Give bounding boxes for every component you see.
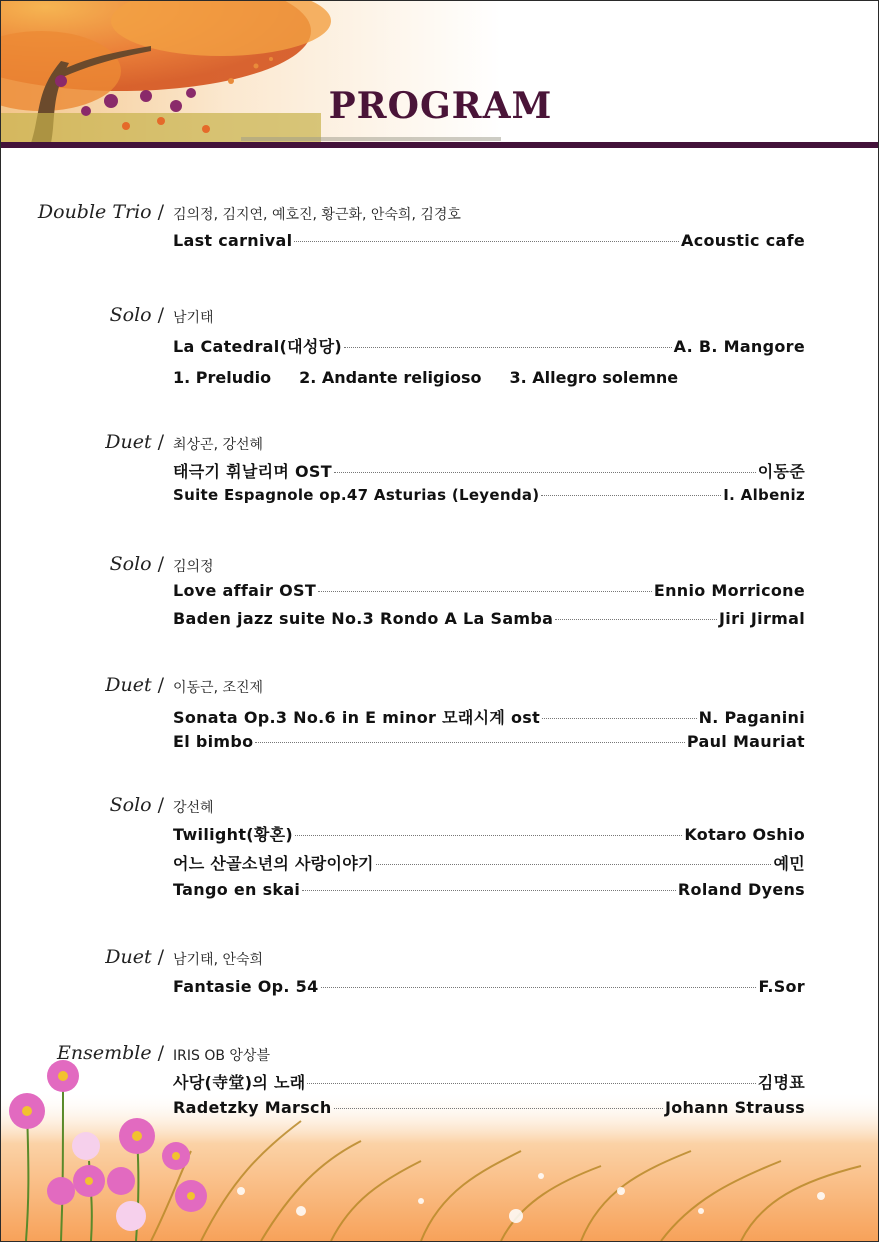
leader-dots <box>541 495 721 496</box>
piece-title: Tango en skai <box>173 880 301 899</box>
genre-label: Duet / <box>105 674 164 696</box>
leader-dots <box>542 718 697 719</box>
genre-label: Duet / <box>105 946 164 968</box>
leader-dots <box>334 1108 663 1109</box>
genre-label: Ensemble / <box>56 1042 164 1064</box>
leader-dots <box>318 591 652 592</box>
piece-title: Sonata Op.3 No.6 in E minor 모래시계 ost <box>173 708 541 727</box>
piece-title: El bimbo <box>173 732 254 751</box>
program-item <box>173 334 805 357</box>
performers: 최상곤, 강선혜 <box>173 437 264 453</box>
piece-title: 어느 산골소년의 사랑이야기 <box>173 854 374 873</box>
composer: A. B. Mangore <box>673 337 805 356</box>
composer: 이동준 <box>757 462 805 481</box>
piece-title: Last carnival <box>173 231 293 250</box>
genre-label: Duet / <box>105 431 164 453</box>
composer: N. Paganini <box>698 708 805 727</box>
composer: Paul Mauriat <box>686 732 805 751</box>
genre-label: Solo / <box>109 304 164 326</box>
movement-list <box>173 368 706 387</box>
program-item <box>173 459 805 482</box>
piece-title: 사당(寺堂)의 노래 <box>173 1073 306 1092</box>
program-item <box>173 880 805 899</box>
composer: 예민 <box>773 854 805 873</box>
piece-title: Fantasie Op. 54 <box>173 977 319 996</box>
program-item <box>173 581 805 600</box>
leader-dots <box>307 1083 755 1084</box>
composer: Johann Strauss <box>665 1098 805 1117</box>
movement: 1. Preludio <box>173 368 272 387</box>
genre-label: Solo / <box>109 553 164 575</box>
composer: Kotaro Oshio <box>684 825 805 844</box>
program-item <box>173 609 805 628</box>
piece-title: Love affair OST <box>173 581 317 600</box>
leader-dots <box>295 835 682 836</box>
program-item <box>173 822 805 845</box>
composer: Jiri Jirmal <box>719 609 805 628</box>
page-title: PROGRAM <box>328 85 553 127</box>
performers: IRIS OB 앙상블 <box>173 1048 270 1064</box>
composer: Ennio Morricone <box>653 581 805 600</box>
piece-title: Twilight(황혼) <box>173 825 294 844</box>
leader-dots <box>555 619 717 620</box>
leader-dots <box>302 890 676 891</box>
performers: 김의정 <box>173 559 214 575</box>
program-item <box>173 977 805 996</box>
piece-title: Suite Espagnole op.47 Asturias (Leyenda) <box>173 486 540 504</box>
leader-dots <box>294 241 679 242</box>
performers: 이동근, 조진제 <box>173 680 264 696</box>
program-item <box>173 732 805 751</box>
composer: Roland Dyens <box>677 880 805 899</box>
piece-title: Radetzky Marsch <box>173 1098 332 1117</box>
composer: 김명표 <box>757 1073 805 1092</box>
composer: F.Sor <box>758 977 805 996</box>
composer: I. Albeniz <box>723 486 805 504</box>
performers: 남기태 <box>173 310 214 326</box>
movement: 3. Allegro solemne <box>509 368 679 387</box>
program-item <box>173 1098 805 1117</box>
piece-title: La Catedral(대성당) <box>173 337 343 356</box>
program-item <box>173 486 805 504</box>
genre-label: Solo / <box>109 794 164 816</box>
title-divider <box>1 142 879 148</box>
leader-dots <box>344 347 672 348</box>
program-item <box>173 705 805 728</box>
performers: 김의정, 김지연, 예호진, 황근화, 안숙희, 김경호 <box>173 207 461 223</box>
leader-dots <box>334 472 756 473</box>
performers: 강선혜 <box>173 800 214 816</box>
composer: Acoustic cafe <box>681 231 805 250</box>
piece-title: Baden jazz suite No.3 Rondo A La Samba <box>173 609 554 628</box>
genre-label: Double Trio / <box>37 201 164 223</box>
program-item <box>173 231 805 250</box>
leader-dots <box>321 987 757 988</box>
performers: 남기태, 안숙희 <box>173 952 264 968</box>
leader-dots <box>376 864 772 865</box>
leader-dots <box>255 742 684 743</box>
program-item <box>173 1070 805 1093</box>
piece-title: 태극기 휘날리며 OST <box>173 462 332 481</box>
program-item <box>173 851 805 874</box>
movement: 2. Andante religioso <box>299 368 482 387</box>
